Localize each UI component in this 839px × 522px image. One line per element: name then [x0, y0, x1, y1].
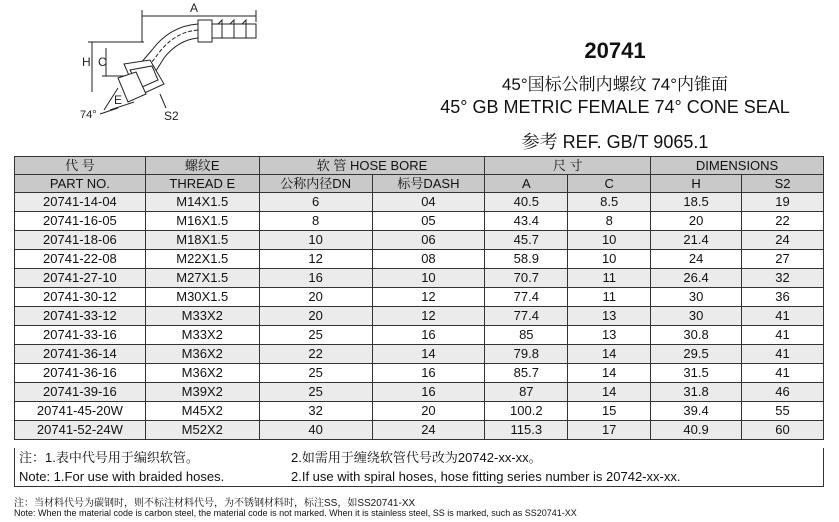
label-a: A	[190, 2, 199, 15]
table-row	[15, 421, 824, 440]
cell-c: 11	[568, 269, 651, 288]
label-h: H	[82, 55, 91, 69]
cell-dash: 16	[372, 364, 485, 383]
cell-s2: 22	[742, 212, 824, 231]
cell-c: 14	[568, 345, 651, 364]
cell-part-no: 20741-33-12	[15, 307, 146, 326]
header-s2: S2	[742, 175, 824, 193]
header-thread-en: THREAD E	[145, 175, 259, 193]
cell-h: 30.8	[651, 326, 742, 345]
header-dn: 公称内径DN	[259, 175, 372, 193]
table-row	[15, 307, 824, 326]
table-row	[15, 212, 824, 231]
cell-dn: 25	[259, 364, 372, 383]
cell-c: 11	[568, 288, 651, 307]
cell-h: 26.4	[651, 269, 742, 288]
title-chinese: 45°国标公制内螺纹 74°内锥面	[501, 75, 729, 94]
cell-part-no: 20741-33-16	[15, 326, 146, 345]
cell-part-no: 20741-16-05	[15, 212, 146, 231]
cell-c: 13	[568, 307, 651, 326]
cell-part-no: 20741-36-16	[15, 364, 146, 383]
cell-part-no: 20741-45-20W	[15, 402, 146, 421]
table-row	[15, 364, 824, 383]
table-row	[15, 326, 824, 345]
cell-dash: 08	[372, 250, 485, 269]
reference-standard: 参考 REF. GB/T 9065.1	[521, 132, 709, 152]
note-cn-2: 2.如需用于缠绕软管代号改为20742-xx-xx。	[291, 450, 542, 465]
cell-s2: 41	[742, 364, 824, 383]
cell-thread: M14X1.5	[145, 193, 259, 212]
cell-dn: 25	[259, 383, 372, 402]
table-row	[15, 383, 824, 402]
cell-dash: 12	[372, 307, 485, 326]
note-en-1: Note: 1.For use with braided hoses.	[19, 469, 225, 484]
cell-part-no: 20741-36-14	[15, 345, 146, 364]
cell-h: 39.4	[651, 402, 742, 421]
title-english: 45° GB METRIC FEMALE 74° CONE SEAL	[440, 97, 790, 117]
cell-dash: 12	[372, 288, 485, 307]
cell-s2: 46	[742, 383, 824, 402]
cell-dn: 20	[259, 288, 372, 307]
cell-h: 31.8	[651, 383, 742, 402]
label-angle: 74°	[80, 109, 97, 121]
cell-s2: 19	[742, 193, 824, 212]
cell-h: 20	[651, 212, 742, 231]
header-c: C	[568, 175, 651, 193]
table-row	[15, 193, 824, 212]
cell-a: 100.2	[485, 402, 568, 421]
cell-dash: 05	[372, 212, 485, 231]
cell-thread: M36X2	[145, 364, 259, 383]
cell-a: 77.4	[485, 307, 568, 326]
cell-a: 85.7	[485, 364, 568, 383]
cell-thread: M33X2	[145, 326, 259, 345]
cell-dash: 24	[372, 421, 485, 440]
cell-s2: 36	[742, 288, 824, 307]
cell-h: 40.9	[651, 421, 742, 440]
cell-a: 45.7	[485, 231, 568, 250]
cell-dn: 8	[259, 212, 372, 231]
cell-thread: M18X1.5	[145, 231, 259, 250]
cell-a: 40.5	[485, 193, 568, 212]
cell-c: 14	[568, 383, 651, 402]
cell-h: 30	[651, 288, 742, 307]
cell-thread: M22X1.5	[145, 250, 259, 269]
cell-dn: 6	[259, 193, 372, 212]
cell-dash: 16	[372, 383, 485, 402]
cell-h: 30	[651, 307, 742, 326]
cell-c: 13	[568, 326, 651, 345]
cell-dash: 04	[372, 193, 485, 212]
header-dash: 标号DASH	[372, 175, 485, 193]
cell-dn: 40	[259, 421, 372, 440]
cell-thread: M36X2	[145, 345, 259, 364]
header-part-cn: 代 号	[15, 157, 146, 175]
cell-thread: M30X1.5	[145, 288, 259, 307]
model-number: 20741	[584, 38, 646, 63]
cell-c: 15	[568, 402, 651, 421]
table-row	[15, 402, 824, 421]
cell-part-no: 20741-39-16	[15, 383, 146, 402]
cell-thread: M52X2	[145, 421, 259, 440]
cell-h: 21.4	[651, 231, 742, 250]
cell-c: 10	[568, 231, 651, 250]
cell-s2: 24	[742, 231, 824, 250]
footnote-chinese: 注：当材料代号为碳钢时，则不标注材料代号，为不锈钢材料时，标注SS，如SS20741-XX	[14, 498, 416, 509]
cell-a: 115.3	[485, 421, 568, 440]
cell-dn: 22	[259, 345, 372, 364]
table-row	[15, 288, 824, 307]
cell-part-no: 20741-52-24W	[15, 421, 146, 440]
cell-dash: 16	[372, 326, 485, 345]
cell-c: 8	[568, 212, 651, 231]
cell-thread: M27X1.5	[145, 269, 259, 288]
cell-a: 43.4	[485, 212, 568, 231]
table-row	[15, 345, 824, 364]
header-dimensions-en: DIMENSIONS	[651, 157, 824, 175]
header-dimensions-cn: 尺 寸	[485, 157, 651, 175]
cell-part-no: 20741-14-04	[15, 193, 146, 212]
header-part-en: PART NO.	[15, 175, 146, 193]
cell-s2: 55	[742, 402, 824, 421]
label-e: E	[114, 93, 123, 107]
cell-thread: M45X2	[145, 402, 259, 421]
cell-h: 24	[651, 250, 742, 269]
cell-part-no: 20741-22-08	[15, 250, 146, 269]
table-row	[15, 231, 824, 250]
table-body	[15, 193, 824, 440]
cell-s2: 60	[742, 421, 824, 440]
cell-a: 87	[485, 383, 568, 402]
header-a: A	[485, 175, 568, 193]
fitting-drawing	[60, 2, 260, 152]
cell-dn: 12	[259, 250, 372, 269]
cell-dash: 20	[372, 402, 485, 421]
cell-c: 14	[568, 364, 651, 383]
cell-h: 18.5	[651, 193, 742, 212]
header-hose-bore: 软 管 HOSE BORE	[259, 157, 485, 175]
cell-h: 31.5	[651, 364, 742, 383]
header-h: H	[651, 175, 742, 193]
cell-thread: M39X2	[145, 383, 259, 402]
cell-c: 17	[568, 421, 651, 440]
note-en-2: 2.If use with spiral hoses, hose fitting series number is 20742-xx-xx.	[291, 469, 681, 484]
cell-a: 79.8	[485, 345, 568, 364]
note-cn-1: 注：1.表中代号用于编织软管。	[19, 450, 199, 465]
cell-part-no: 20741-18-06	[15, 231, 146, 250]
cell-s2: 41	[742, 326, 824, 345]
cell-s2: 41	[742, 345, 824, 364]
cell-part-no: 20741-27-10	[15, 269, 146, 288]
cell-s2: 27	[742, 250, 824, 269]
header-thread-cn: 螺纹E	[145, 157, 259, 175]
cell-dn: 20	[259, 307, 372, 326]
table-row	[15, 250, 824, 269]
cell-thread: M33X2	[145, 307, 259, 326]
cell-s2: 32	[742, 269, 824, 288]
cell-part-no: 20741-30-12	[15, 288, 146, 307]
cell-c: 10	[568, 250, 651, 269]
footnote-english: Note: When the material code is carbon steel, the material code is not marked. When it is stainless steel, SS is marked, such as SS20741-XX	[14, 508, 577, 518]
cell-dn: 16	[259, 269, 372, 288]
cell-thread: M16X1.5	[145, 212, 259, 231]
cell-a: 85	[485, 326, 568, 345]
cell-dn: 10	[259, 231, 372, 250]
cell-dn: 32	[259, 402, 372, 421]
label-c: C	[98, 55, 107, 69]
cell-a: 70.7	[485, 269, 568, 288]
cell-a: 77.4	[485, 288, 568, 307]
table-row	[15, 269, 824, 288]
cell-s2: 41	[742, 307, 824, 326]
cell-h: 29.5	[651, 345, 742, 364]
label-s2: S2	[164, 109, 179, 123]
cell-a: 58.9	[485, 250, 568, 269]
cell-dash: 10	[372, 269, 485, 288]
cell-dash: 06	[372, 231, 485, 250]
cell-dn: 25	[259, 326, 372, 345]
notes-box	[14, 448, 824, 487]
cell-c: 8.5	[568, 193, 651, 212]
specification-table	[14, 156, 824, 440]
cell-dash: 14	[372, 345, 485, 364]
